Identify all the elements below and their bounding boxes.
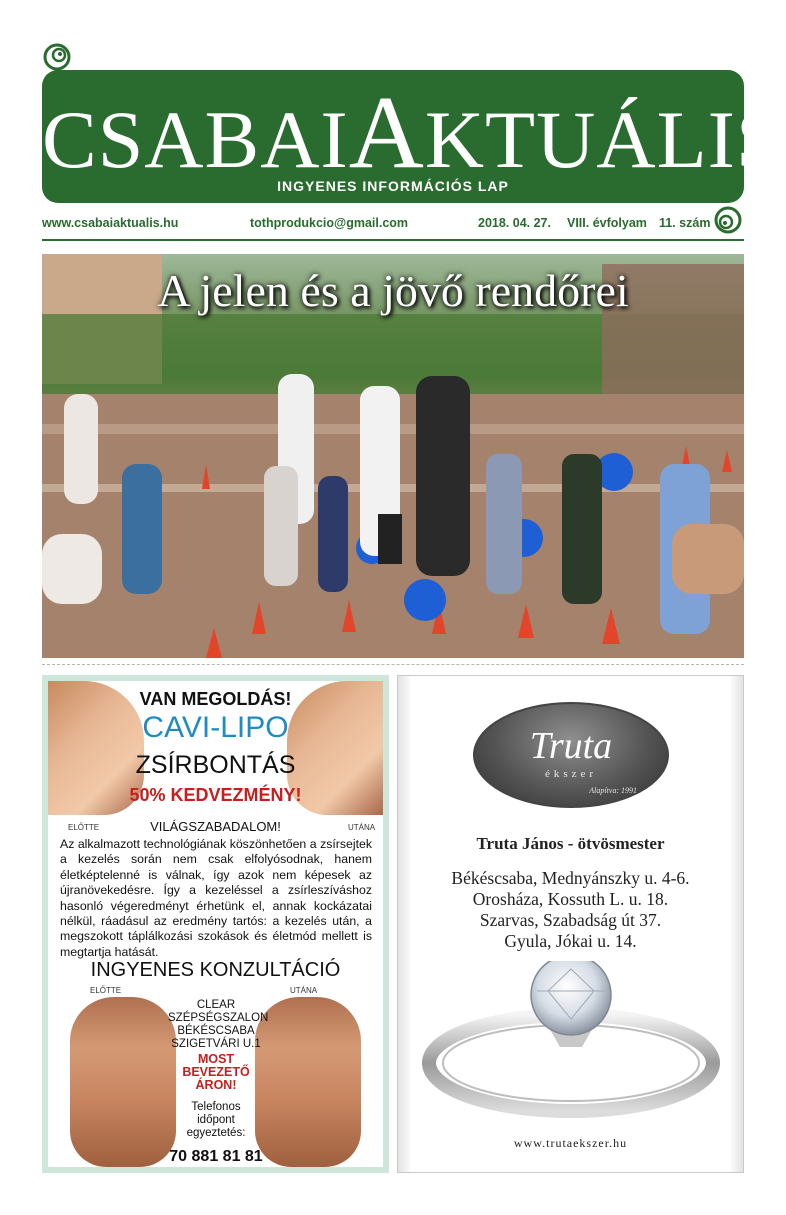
website-link[interactable]: www.csabaiaktualis.hu [42, 216, 179, 230]
swirl-corner-icon [713, 205, 743, 235]
salon-line: CLEAR [196, 999, 236, 1011]
masthead-title [42, 75, 783, 190]
truta-jewelry-ad[interactable] [397, 675, 744, 1173]
after-label-top: UTÁNA [348, 823, 376, 832]
masthead-rule [42, 239, 744, 241]
ad-product-sub: ZSÍRBONTÁS [135, 751, 296, 779]
salon-line: BÉKÉSCSABA [177, 1025, 255, 1037]
title-big-letter: A [348, 75, 425, 190]
before-body-photo [70, 997, 176, 1167]
logo-name: Truta [529, 725, 613, 767]
after-label-bottom: UTÁNA [290, 986, 318, 995]
masthead-banner [42, 70, 783, 203]
hero-photo [42, 254, 744, 658]
before-label-bottom: ELŐTTE [90, 986, 122, 995]
hero-headline: A jelen és a jövő rendőrei [157, 265, 629, 316]
diamond-ring-image [422, 961, 720, 1121]
ad-product-name: CAVI-LIPO [142, 711, 289, 744]
section-divider [42, 664, 744, 665]
promo-info [168, 1053, 264, 1092]
shop-address: Békéscsaba, Mednyánszky u. 4-6. [451, 868, 690, 888]
title-part-csabai: CSABAI [42, 94, 349, 185]
booking-line: Telefonos [191, 1101, 241, 1113]
ad-consultation: INGYENES KONZULTÁCIÓ [90, 959, 341, 981]
ad-slogan: VILÁGSZABADALOM! [150, 819, 281, 834]
swirl-logo-icon [42, 42, 72, 72]
booking-info [168, 1101, 264, 1140]
phone-number[interactable]: 70 881 81 81 [169, 1148, 263, 1165]
salon-line: SZÉPSÉGSZALON [168, 1012, 269, 1024]
shop-address: Orosháza, Kossuth L. u. 18. [472, 889, 669, 909]
logo-sub: ékszer [544, 768, 598, 780]
volume-label: VIII. évfolyam [567, 216, 647, 230]
shop-address: Szarvas, Szabadság út 37. [479, 910, 662, 930]
after-body-photo [255, 997, 361, 1167]
issue-number: 11. szám [659, 216, 711, 230]
booking-line: időpont [197, 1114, 235, 1126]
cavi-lipo-ad[interactable] [42, 675, 389, 1173]
promo-line: MOST [197, 1052, 235, 1066]
salon-info [168, 999, 269, 1051]
jeweler-website[interactable]: www.trutaekszer.hu [513, 1136, 628, 1150]
jeweler-owner: Truta János - ötvösmester [476, 834, 665, 853]
email-link[interactable]: tothprodukcio@gmail.com [250, 216, 409, 230]
booking-line: egyeztetés: [186, 1127, 246, 1139]
truta-logo [473, 702, 669, 808]
ad-discount: 50% KEDVEZMÉNY! [129, 785, 302, 805]
promo-line: BEVEZETŐ [182, 1065, 250, 1079]
masthead-info-line [42, 216, 712, 236]
issue-date: 2018. 04. 27. [478, 216, 551, 230]
logo-established: Alapítva: 1991 [589, 786, 637, 795]
promo-line: ÁRON! [195, 1078, 237, 1092]
before-label-top: ELŐTTE [68, 823, 100, 832]
masthead-subtitle: INGYENES INFORMÁCIÓS LAP [277, 178, 509, 194]
salon-line: SZIGETVÁRI U.1 [171, 1038, 261, 1050]
ad-headline: VAN MEGOLDÁS! [139, 689, 292, 709]
shop-address: Gyula, Jókai u. 14. [504, 931, 637, 951]
ad-body-text: Az alkalmazott technológiának köszönhetően a zsírsejtek a kezelés során nem csak elfolyósodnak, hanem életképtelenné is válnak, így azok nem képesek az újranövekedésre. Így a kezeléssel a zsírleszíváshoz hasonló végeredményt érhetünk el, annak kockázatai nélkül, ráadásul az eredmény tartós: a kezelés után, a megszokott táplálkozási szokások és életmód mellett is megtartja hatását. [60, 837, 372, 959]
title-part-ktualis: KTUÁLIS [424, 94, 783, 185]
